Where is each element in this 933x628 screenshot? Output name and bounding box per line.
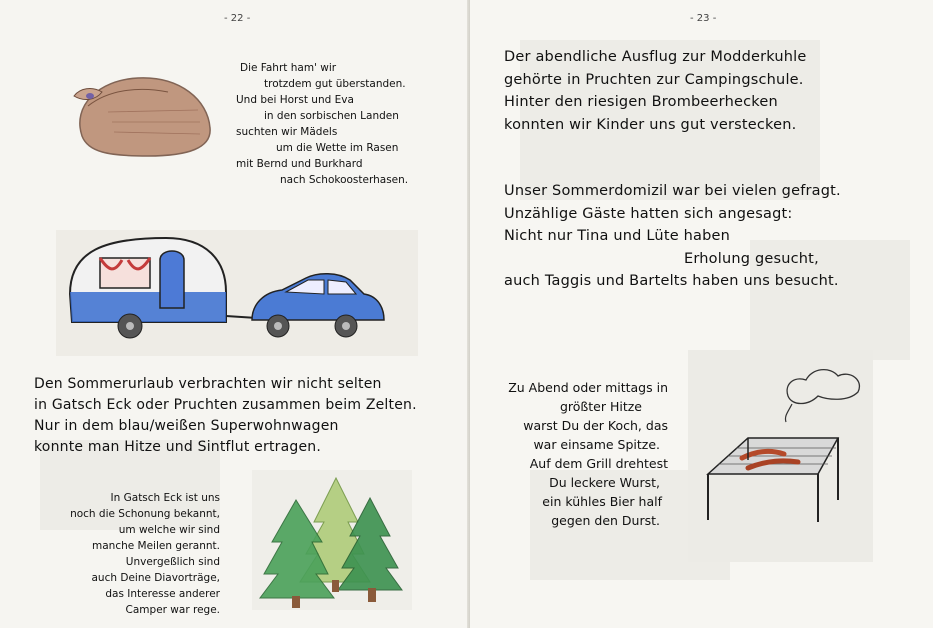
paragraph-line: Unzählige Gäste hatten sich angesagt: bbox=[504, 205, 793, 222]
poem-2-line: Unvergeßlich sind bbox=[125, 556, 220, 568]
paragraph-line: Der abendliche Ausflug zur Modderkuhle bbox=[504, 49, 807, 65]
page-number-left: - 22 - bbox=[224, 13, 251, 24]
paragraph-line: konnten wir Kinder uns gut verstecken. bbox=[504, 116, 797, 133]
paragraph-3 bbox=[504, 180, 841, 293]
poem-3-line: Auf dem Grill drehtest bbox=[529, 456, 668, 471]
poem-2-line: manche Meilen gerannt. bbox=[92, 540, 220, 552]
grill-illustration bbox=[688, 350, 873, 562]
right-page bbox=[470, 0, 933, 628]
poem-1-line: Die Fahrt ham' wir bbox=[240, 62, 337, 74]
paragraph-line: Erholung gesucht, bbox=[684, 250, 819, 267]
paragraph-2 bbox=[504, 46, 807, 136]
poem-1-line: trotzdem gut überstanden. bbox=[264, 78, 406, 90]
paragraph-1 bbox=[34, 374, 417, 458]
poem-1-line: suchten wir Mädels bbox=[236, 126, 338, 138]
poem-3-line: größter Hitze bbox=[559, 399, 642, 414]
page-number-right: - 23 - bbox=[690, 13, 717, 24]
poem-3-line: Du leckere Wurst, bbox=[549, 475, 660, 490]
poem-1 bbox=[230, 60, 410, 188]
poem-2 bbox=[60, 490, 220, 618]
paragraph-line: Nur in dem blau/weißen Superwohnwagen bbox=[34, 418, 339, 434]
paragraph-line: konnte man Hitze und Sintflut ertragen. bbox=[34, 439, 322, 455]
poem-2-line: In Gatsch Eck ist uns bbox=[110, 492, 220, 504]
poem-1-line: um die Wette im Rasen bbox=[276, 142, 399, 154]
poem-2-line: Camper war rege. bbox=[125, 604, 220, 616]
paragraph-line: in Gatsch Eck oder Pruchten zusammen beim Zelten. bbox=[34, 397, 417, 413]
poem-1-line: mit Bernd und Burkhard bbox=[236, 158, 363, 170]
poem-2-line: auch Deine Diavorträge, bbox=[91, 572, 220, 584]
paragraph-line: auch Taggis und Bartelts haben uns besucht. bbox=[504, 273, 839, 289]
poem-1-line: nach Schokoosterhasen. bbox=[280, 174, 409, 186]
poem-2-line: noch die Schonung bekannt, bbox=[70, 508, 220, 520]
hedgehog-illustration bbox=[68, 66, 220, 164]
poem-1-line: Und bei Horst und Eva bbox=[236, 94, 354, 106]
poem-2-line: das Interesse anderer bbox=[105, 588, 220, 600]
poem-3-line: Zu Abend oder mittags in bbox=[508, 380, 668, 395]
poem-3-line: gegen den Durst. bbox=[551, 513, 660, 528]
poem-3-line: warst Du der Koch, das bbox=[523, 418, 668, 433]
poem-3 bbox=[500, 378, 668, 530]
paragraph-line: gehörte in Pruchten zur Campingschule. bbox=[504, 71, 804, 88]
trees-illustration bbox=[252, 470, 412, 610]
poem-1-line: in den sorbischen Landen bbox=[264, 110, 399, 122]
poem-2-line: um welche wir sind bbox=[118, 524, 220, 536]
poem-3-line: war einsame Spitze. bbox=[533, 437, 660, 452]
paragraph-line: Unser Sommerdomizil war bei vielen gefragt. bbox=[504, 183, 841, 199]
paragraph-line: Hinter den riesigen Brombeerhecken bbox=[504, 94, 778, 110]
paragraph-line: Den Sommerurlaub verbrachten wir nicht selten bbox=[34, 376, 382, 392]
caravan-illustration bbox=[56, 230, 418, 356]
poem-3-line: ein kühles Bier half bbox=[542, 494, 662, 509]
paragraph-line: Nicht nur Tina und Lüte haben bbox=[504, 228, 731, 244]
